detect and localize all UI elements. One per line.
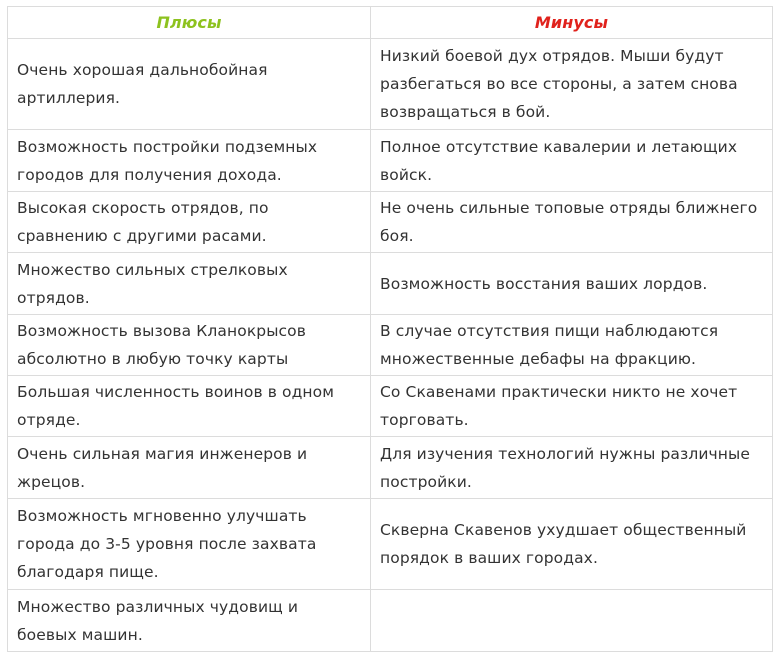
pro-cell: Возможность постройки подземных городов для получения дохода. bbox=[8, 130, 371, 192]
con-cell: В случае отсутствия пищи наблюдаются множественные дебафы на фракцию. bbox=[371, 315, 773, 376]
con-cell: Полное отсутствие кавалерии и летающих войск. bbox=[371, 130, 773, 192]
con-cell: Возможность восстания ваших лордов. bbox=[371, 253, 773, 315]
pro-cell: Очень хорошая дальнобойная артиллерия. bbox=[8, 39, 371, 130]
table-row bbox=[8, 437, 773, 499]
pro-cell: Возможность мгновенно улучшать города до 3-5 уровня после захвата благодаря пище. bbox=[8, 499, 371, 590]
con-cell: Не очень сильные топовые отряды ближнего боя. bbox=[371, 192, 773, 253]
pros-cons-table bbox=[7, 6, 773, 652]
con-cell: Со Скавенами практически никто не хочет торговать. bbox=[371, 376, 773, 437]
con-cell bbox=[371, 590, 773, 652]
table-row bbox=[8, 315, 773, 376]
pro-cell: Большая численность воинов в одном отряде. bbox=[8, 376, 371, 437]
table-row bbox=[8, 253, 773, 315]
table-row bbox=[8, 499, 773, 590]
pro-cell: Возможность вызова Кланокрысов абсолютно в любую точку карты bbox=[8, 315, 371, 376]
pro-cell: Высокая скорость отрядов, по сравнению с другими расами. bbox=[8, 192, 371, 253]
table-header-row bbox=[8, 7, 773, 39]
table-row bbox=[8, 192, 773, 253]
pros-header: Плюсы bbox=[8, 7, 371, 39]
con-cell: Для изучения технологий нужны различные постройки. bbox=[371, 437, 773, 499]
con-cell: Низкий боевой дух отрядов. Мыши будут разбегаться во все стороны, а затем снова возвращаться в бой. bbox=[371, 39, 773, 130]
pro-cell: Множество сильных стрелковых отрядов. bbox=[8, 253, 371, 315]
table-row bbox=[8, 130, 773, 192]
table-row bbox=[8, 376, 773, 437]
con-cell: Скверна Скавенов ухудшает общественный порядок в ваших городах. bbox=[371, 499, 773, 590]
cons-header: Минусы bbox=[371, 7, 773, 39]
table-row bbox=[8, 39, 773, 130]
pro-cell: Множество различных чудовищ и боевых машин. bbox=[8, 590, 371, 652]
pro-cell: Очень сильная магия инженеров и жрецов. bbox=[8, 437, 371, 499]
table-row bbox=[8, 590, 773, 652]
